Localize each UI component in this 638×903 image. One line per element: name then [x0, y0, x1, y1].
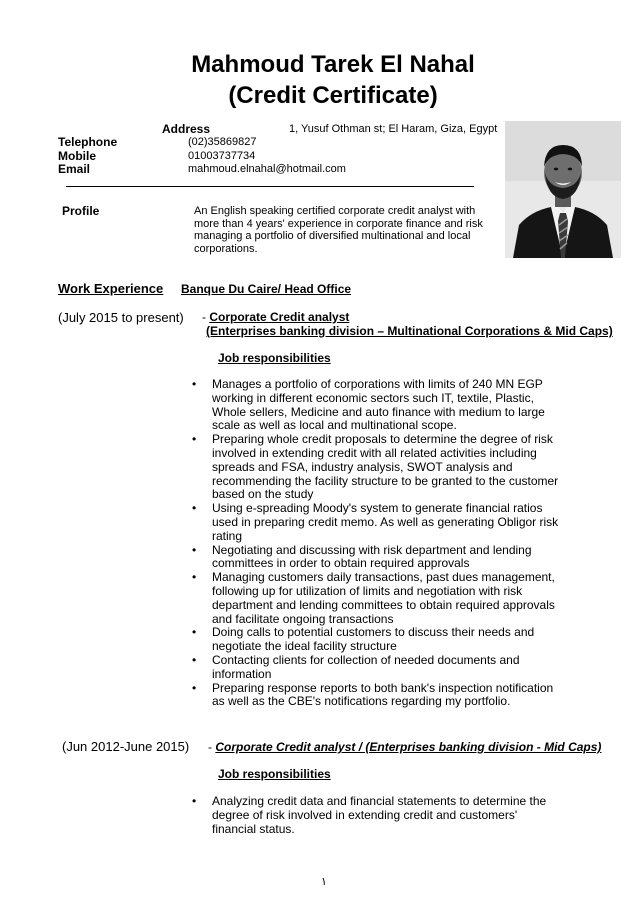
job-1-responsibilities-label: Job responsibilities [218, 351, 331, 365]
bullet-line: spreads and FSA, industry analysis, SWOT analysis and [212, 459, 513, 474]
job-1-role-title: Corporate Credit analyst [209, 310, 350, 324]
job-1-responsibilities-list [192, 378, 572, 709]
list-item [192, 654, 572, 682]
bullet-line: degree of risk involved in extending credit and customers' [212, 807, 518, 822]
bullet-line: involved in extending credit with all related activities including [212, 445, 537, 460]
bullet-line: Managing customers daily transactions, past dues management, [212, 570, 555, 585]
list-item [192, 626, 572, 654]
job-2-responsibilities-label: Job responsibilities [218, 767, 331, 781]
bullet-icon: • [192, 570, 197, 585]
bullet-line: following up for utilization of limits and negotiation with risk [212, 583, 523, 598]
bullet-line: rating [212, 528, 243, 543]
bullet-line: Contacting clients for collection of needed documents and [212, 652, 520, 667]
page-number: ١ [321, 876, 327, 888]
bullet-line: Using e-spreading Moody's system to generate financial ratios [212, 501, 543, 516]
profile-label: Profile [62, 204, 100, 218]
organization-name: Banque Du Caire/ Head Office [181, 282, 352, 296]
bullet-line: recommending the facility structure to be granted to the customer [212, 473, 559, 488]
bullet-icon: • [192, 432, 197, 447]
bullet-line: used in preparing credit memo. As well as generating Obligor risk [212, 514, 559, 529]
profile-text [194, 205, 494, 255]
job-1-division: (Enterprises banking division – Multinational Corporations & Mid Caps) [206, 324, 613, 338]
job-1-role [202, 310, 349, 324]
bullet-icon: • [192, 542, 197, 557]
job-2-role [208, 740, 601, 754]
job-2-dates: (Jun 2012-June 2015) [62, 739, 190, 754]
address-value: 1, Yusuf Othman st; El Haram, Giza, Egypt [289, 123, 498, 135]
profile-photo [505, 121, 621, 258]
bullet-icon: • [192, 680, 197, 695]
telephone-label: Telephone [58, 135, 118, 149]
bullet-line: and facilitate ongoing transactions [212, 611, 394, 626]
bullet-icon: • [192, 501, 197, 516]
list-item [192, 795, 572, 836]
email-value: mahmoud.elnahal@hotmail.com [188, 163, 346, 175]
bullet-line: Preparing response reports to both bank's inspection notification [212, 680, 554, 695]
profile-line: managing a portfolio of diversified multinational and local [194, 230, 471, 242]
list-item [192, 571, 572, 626]
profile-line: more than 4 years' experience in corporate finance and risk [194, 217, 483, 230]
email-label: Email [58, 162, 91, 176]
bullet-line: working in different economic sectors such IT, textile, Plastic, [212, 390, 534, 405]
job-1-dash: - [202, 310, 210, 324]
list-item [192, 682, 572, 710]
address-label: Address [162, 122, 211, 136]
work-experience-heading: Work Experience [58, 281, 164, 296]
list-item [192, 433, 572, 502]
job-1-dates: (July 2015 to present) [58, 310, 184, 325]
bullet-line: negotiate the ideal facility structure [212, 639, 397, 654]
bullet-line: department and lending committees to obtain required approvals [212, 597, 555, 612]
bullet-icon: • [192, 377, 197, 391]
bullet-line: scale as well as local and multinational scope. [212, 418, 457, 433]
header-divider [66, 186, 474, 187]
bullet-line: Manages a portfolio of corporations with limits of 240 MN EGP [212, 377, 543, 391]
bullet-icon: • [192, 652, 197, 667]
bullet-icon: • [192, 625, 197, 640]
telephone-value: (02)35869827 [188, 136, 257, 148]
profile-line: An English speaking certified corporate credit analyst with [194, 205, 476, 217]
bullet-line: Whole sellers, Medicine and auto finance with medium to large [212, 404, 545, 419]
bullet-line: Negotiating and discussing with risk department and lending [212, 542, 532, 557]
bullet-line: committees in order to obtain required approvals [212, 556, 470, 571]
bullet-line: Preparing whole credit proposals to determine the degree of risk [212, 432, 553, 447]
list-item [192, 378, 572, 433]
list-item [192, 502, 572, 543]
bullet-line: Doing calls to potential customers to discuss their needs and [212, 625, 535, 640]
bullet-line: financial status. [212, 821, 295, 836]
profile-line: corporations. [194, 242, 258, 255]
bullet-line: Analyzing credit data and financial statements to determine the [212, 794, 547, 808]
job-2-responsibilities-list [192, 795, 572, 836]
profile-photo-image [505, 121, 621, 258]
mobile-label: Mobile [58, 149, 96, 163]
bullet-line: based on the study [212, 487, 314, 502]
name-heading: Mahmoud Tarek El Nahal [191, 51, 475, 78]
job-2-role-title: Corporate Credit analyst / (Enterprises banking division - Mid Caps) [215, 740, 602, 754]
bullet-icon: • [192, 794, 197, 808]
list-item [192, 544, 572, 572]
bullet-line: information [212, 666, 272, 681]
subtitle-heading: (Credit Certificate) [228, 82, 438, 109]
mobile-value: 01003737734 [188, 150, 256, 162]
bullet-line: as well as the CBE's notifications regarding my portfolio. [212, 694, 511, 709]
job-2-dash: - [208, 740, 216, 754]
